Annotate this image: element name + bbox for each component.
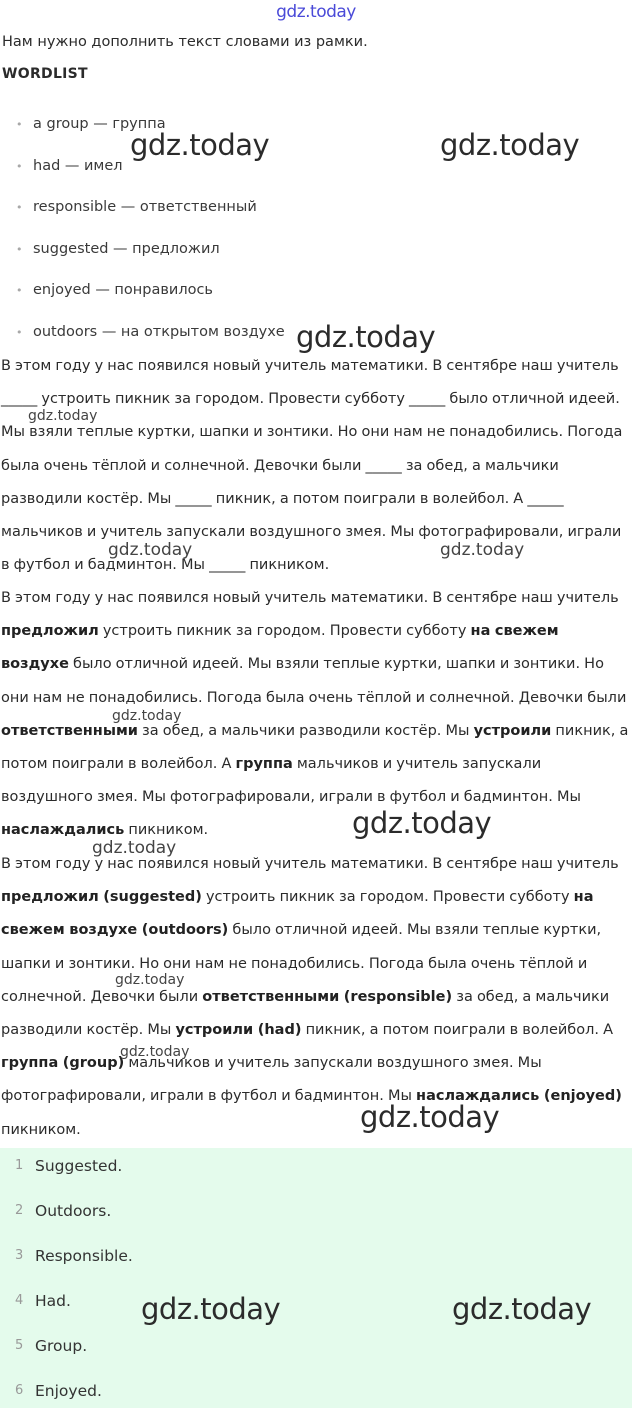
inserted-word: предложил bbox=[1, 623, 99, 640]
task-instruction: Нам нужно дополнить текст словами из рамки. bbox=[2, 34, 368, 50]
filled-text: В этом году у нас появился новый учитель математики. В сентябре наш учитель предложил устроить пикник за городом. Провести субботу на свежем воздухе было отличной идеей. Мы взяли теплые куртки, шапки и зонтики. Но они нам не понадобились. Погода была очень тёплой и солнечной. Девочки были ответственными за обед, а мальчики разводили костёр. Мы устроили пикник, а потом поиграли в волейбол. А группа мальчиков и учитель запускали воздушного змея. Мы фотографировали, играли в футбол и бадминтон. Мы наслаждались пикником. bbox=[1, 590, 629, 839]
watermark: gdz.today bbox=[28, 408, 98, 424]
watermark: gdz.today bbox=[108, 540, 193, 560]
wordlist bbox=[16, 104, 285, 354]
watermark: gdz.today bbox=[115, 972, 185, 988]
filled-text-with-translations: В этом году у нас появился новый учитель математики. В сентябре наш учитель предложил (suggested) устроить пикник за городом. Провести субботу на свежем воздухе (outdoors) было отличной идеей. Мы взяли теплые куртки, шапки и зонтики. Но они нам не понадобились. Погода была очень тёплой и солнечной. Девочки были ответственными (responsible) за обед, а мальчики разводили костёр. Мы устроили (had) пикник, а потом поиграли в волейбол. А группа (group) мальчиков и учитель запускали воздушного змея. Мы фотографировали, играли в футбол и бадминтон. Мы наслаждались (enjoyed) пикником. bbox=[1, 856, 622, 1138]
watermark: gdz.today bbox=[452, 1292, 592, 1326]
site-logo[interactable]: gdz.today bbox=[276, 2, 356, 22]
watermark: gdz.today bbox=[130, 128, 270, 162]
wordlist-item: • a group — группа bbox=[16, 104, 285, 146]
wordlist-item: • had — имел bbox=[16, 146, 285, 188]
answer-number: 4 bbox=[15, 1293, 24, 1308]
wordlist-item: • enjoyed — понравилось bbox=[16, 270, 285, 312]
watermark: gdz.today bbox=[120, 1044, 190, 1060]
watermark: gdz.today bbox=[440, 128, 580, 162]
inserted-word: ответственными (responsible) bbox=[202, 988, 453, 1005]
watermark: gdz.today bbox=[352, 806, 492, 840]
answer-number: 1 bbox=[15, 1158, 24, 1173]
inserted-word: на свежем воздухе bbox=[1, 623, 559, 673]
inserted-word: наслаждались bbox=[1, 822, 125, 839]
wordlist-item: • outdoors — на открытом воздухе bbox=[16, 312, 285, 354]
answer-text: Suggested. bbox=[35, 1157, 123, 1175]
inserted-word: на свежем воздухе (outdoors) bbox=[1, 889, 594, 939]
answer-text: Had. bbox=[35, 1292, 71, 1310]
answer-number: 5 bbox=[15, 1338, 24, 1353]
inserted-word: предложил (suggested) bbox=[1, 889, 202, 906]
inserted-word: группа (group) bbox=[1, 1055, 125, 1072]
watermark: gdz.today bbox=[360, 1100, 500, 1134]
inserted-word: наслаждались (enjoyed) bbox=[416, 1088, 622, 1105]
wordlist-heading: WORDLIST bbox=[2, 66, 88, 82]
watermark: gdz.today bbox=[92, 838, 177, 858]
inserted-word: устроили (had) bbox=[175, 1022, 302, 1039]
watermark: gdz.today bbox=[296, 320, 436, 354]
answer-text: Responsible. bbox=[35, 1247, 133, 1265]
answer-number: 3 bbox=[15, 1248, 24, 1263]
watermark: gdz.today bbox=[440, 540, 525, 560]
answer-text: Enjoyed. bbox=[35, 1382, 102, 1400]
answer-text: Outdoors. bbox=[35, 1202, 112, 1220]
answers-list bbox=[0, 1148, 632, 1408]
answer-number: 6 bbox=[15, 1383, 24, 1398]
watermark: gdz.today bbox=[112, 708, 182, 724]
wordlist-item: • suggested — предложил bbox=[16, 229, 285, 271]
answer-number: 2 bbox=[15, 1203, 24, 1218]
inserted-word: устроили bbox=[473, 722, 552, 739]
watermark: gdz.today bbox=[141, 1292, 281, 1326]
text-with-blanks: В этом году у нас появился новый учитель математики. В сентябре наш учитель _____ устроить пикник за городом. Провести субботу _____ было отличной идеей. Мы взяли теплые куртки, шапки и зонтики. Но они нам не понадобились. Погода была очень тёплой и солнечной. Девочки были _____ за обед, а мальчики разводили костёр. Мы _____ пикник, а потом поиграли в волейбол. А _____ мальчиков и учитель запускали воздушного змея. Мы фотографировали, играли в футбол и бадминтон. Мы _____ пикником. bbox=[1, 358, 623, 574]
inserted-word: группа bbox=[235, 756, 293, 773]
inserted-word: ответственными bbox=[1, 722, 138, 739]
answer-text: Group. bbox=[35, 1337, 88, 1355]
wordlist-item: • responsible — ответственный bbox=[16, 187, 285, 229]
